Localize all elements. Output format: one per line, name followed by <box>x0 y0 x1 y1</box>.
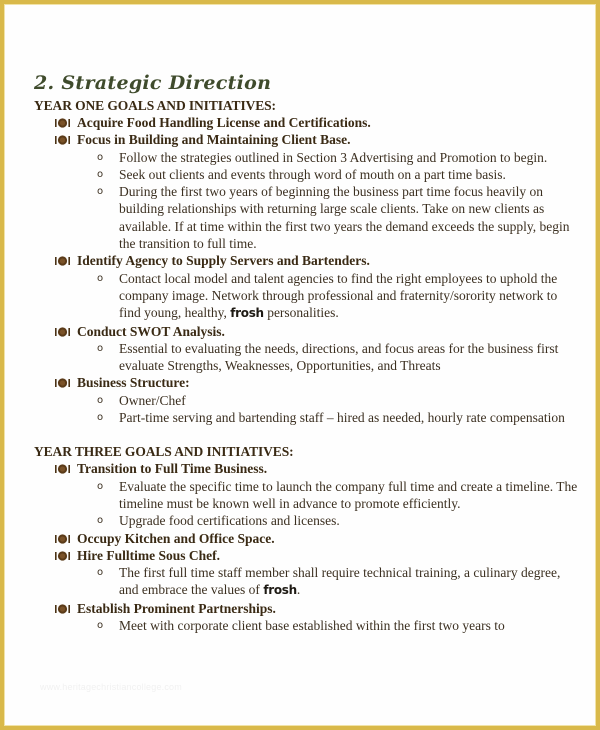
sub-item-text: Seek out clients and events through word of mouth on a part time basis. <box>119 166 506 182</box>
sub-item-text: Essential to evaluating the needs, directions, and focus areas for the business first evaluate Strengths, Weaknesses, Opportunities, and Threats <box>119 340 559 374</box>
circle-bullet-icon: o <box>97 620 104 632</box>
sub-list <box>97 617 579 634</box>
sub-item <box>97 270 579 323</box>
sub-item <box>97 340 579 375</box>
circle-bullet-icon: o <box>97 186 104 198</box>
sub-item-text: The first full time staff member shall require technical training, a culinary degree, and embrace the values of <box>119 565 561 598</box>
sub-list <box>97 392 579 427</box>
sub-list <box>97 270 579 323</box>
goal-label: Identify Agency to Supply Servers and Bartenders. <box>77 253 370 269</box>
goal-label: Establish Prominent Partnerships. <box>77 600 276 616</box>
circle-bullet-icon: o <box>97 480 104 492</box>
sub-item-text: Contact local model and talent agencies to find the right employees to uphold the company image. Network through professional and fraternity/sorority network to find young, healthy, <box>119 270 558 321</box>
sub-item <box>97 166 579 183</box>
sub-list <box>97 564 579 600</box>
dining-plate-icon <box>55 135 70 145</box>
dining-plate-icon <box>55 118 70 128</box>
circle-bullet-icon: o <box>97 272 104 284</box>
goal-item <box>34 252 579 269</box>
sub-list <box>97 340 579 375</box>
sub-item-text: Upgrade food certifications and licenses. <box>119 513 340 529</box>
dining-plate-icon <box>55 534 70 544</box>
sub-item <box>97 564 579 600</box>
sub-item <box>97 149 579 166</box>
circle-bullet-icon: o <box>97 151 104 163</box>
sub-item <box>97 512 579 529</box>
goal-item <box>34 600 579 617</box>
sub-item-text: . <box>296 582 301 598</box>
sub-list <box>97 478 579 530</box>
goal-item <box>34 114 579 131</box>
goal-label: Hire Fulltime Sous Chef. <box>77 547 220 563</box>
brand-wordmark: frosh <box>263 583 297 598</box>
dining-plate-icon <box>55 464 70 474</box>
goal-item <box>34 547 579 564</box>
sub-item-text: Owner/Chef <box>119 392 186 408</box>
circle-bullet-icon: o <box>97 515 104 527</box>
watermark: www.heritagechristiancollege.com <box>40 682 182 692</box>
sub-item-text: Part-time serving and bartending staff – hired as needed, hourly rate compensation <box>119 410 565 426</box>
goal-label: Acquire Food Handling License and Certifications. <box>77 115 371 130</box>
brand-wordmark: frosh <box>230 306 264 321</box>
goal-label: Business Structure: <box>77 375 190 391</box>
year-heading: YEAR THREE GOALS AND INITIATIVES: <box>34 444 294 460</box>
dining-plate-icon <box>55 378 70 388</box>
circle-bullet-icon: o <box>97 412 104 424</box>
dining-plate-icon <box>55 327 70 337</box>
sub-item-text: personalities. <box>267 305 339 321</box>
goal-label: Transition to Full Time Business. <box>77 461 268 477</box>
goal-item <box>34 131 579 148</box>
year-three-section <box>34 443 579 634</box>
goal-item <box>34 323 579 340</box>
year-one-section <box>34 97 579 426</box>
goal-item <box>34 374 579 391</box>
circle-bullet-icon: o <box>97 567 104 579</box>
sub-item <box>97 478 579 513</box>
circle-bullet-icon: o <box>97 168 104 180</box>
circle-bullet-icon: o <box>97 342 104 354</box>
year-heading: YEAR ONE GOALS AND INITIATIVES: <box>34 98 276 113</box>
goal-item <box>34 530 579 547</box>
sub-item-text: Follow the strategies outlined in Section 3 Advertising and Promotion to begin. <box>119 149 548 165</box>
sub-item <box>97 183 579 252</box>
document-content <box>34 70 579 634</box>
sub-item-text: During the first two years of beginning the business part time focus heavily on building relationships with returning large scale clients. Take on new clients as available. If at time within the first two years the demand exceeds the supply, begin the transition to full time. <box>119 184 570 252</box>
goal-label: Focus in Building and Maintaining Client Base. <box>77 132 351 148</box>
goal-label: Occupy Kitchen and Office Space. <box>77 530 275 546</box>
spacer <box>34 426 579 443</box>
dining-plate-icon <box>55 256 70 266</box>
sub-item-text: Evaluate the specific time to launch the company full time and create a timeline. The timeline must be known well in advance to promote efficiently. <box>119 478 578 511</box>
goal-label: Conduct SWOT Analysis. <box>77 323 225 339</box>
sub-list <box>97 149 579 253</box>
sub-item <box>97 617 579 634</box>
sub-item <box>97 392 579 409</box>
dining-plate-icon <box>55 604 70 614</box>
dining-plate-icon <box>55 551 70 561</box>
sub-item-text: Meet with corporate client base established within the first two years to <box>119 618 505 634</box>
circle-bullet-icon: o <box>97 394 104 406</box>
goal-item <box>34 460 579 477</box>
sub-item <box>97 409 579 426</box>
section-title: 2. Strategic Direction <box>34 72 272 94</box>
